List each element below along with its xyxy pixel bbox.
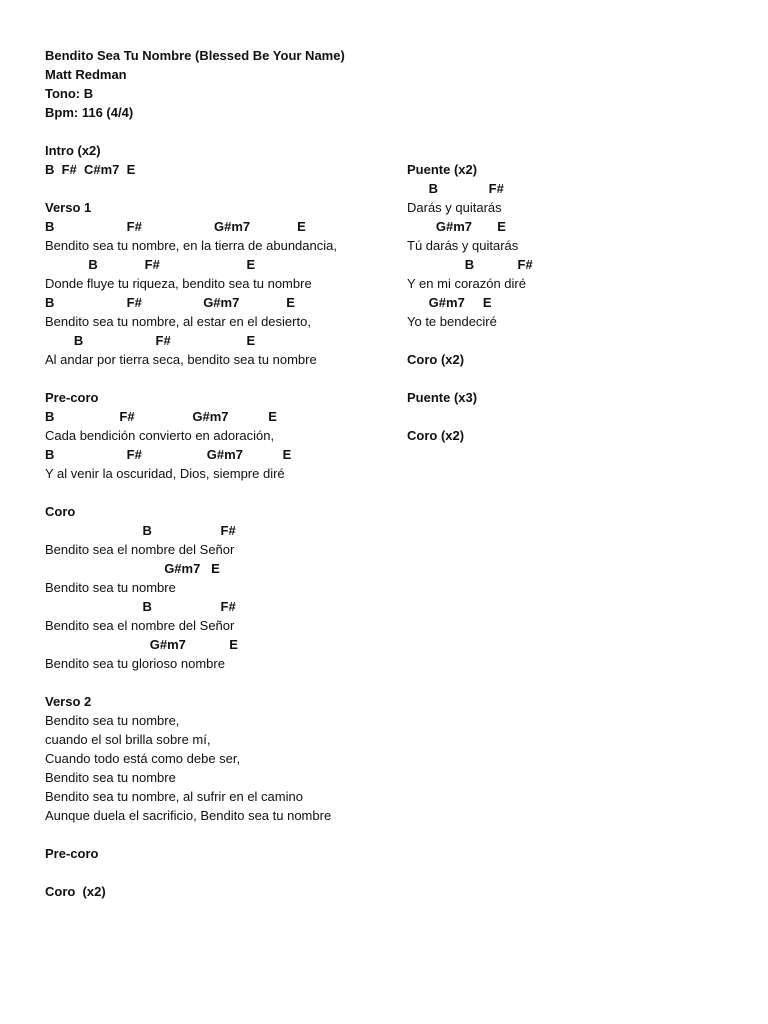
- lyric-line: Bendito sea el nombre del Señor: [45, 542, 235, 557]
- header-line: Tono: B: [45, 86, 94, 101]
- lyric-line: Aunque duela el sacrificio, Bendito sea tu nombre: [45, 808, 332, 823]
- blank-line: [407, 407, 747, 426]
- section-heading: Coro (x2): [407, 352, 465, 367]
- lyric-line: Bendito sea tu nombre, en la tierra de abundancia,: [45, 238, 337, 253]
- lyric-line: Bendito sea el nombre del Señor: [45, 618, 235, 633]
- section-heading: Puente (x3): [407, 390, 478, 405]
- lyric-line: Yo te bendeciré: [407, 314, 497, 329]
- chord-line: B F# G#m7 E: [45, 447, 292, 462]
- lyric-line: Donde fluye tu riqueza, bendito sea tu nombre: [45, 276, 312, 291]
- lyric-line: Bendito sea tu nombre,: [45, 713, 180, 728]
- chord-line: B F# G#m7 E: [45, 409, 277, 424]
- blank-line: [45, 825, 395, 844]
- lyric-line: Y en mi corazón diré: [407, 276, 526, 291]
- section-heading: Coro (x2): [407, 428, 465, 443]
- chord-line: B F# G#m7 E: [45, 295, 295, 310]
- lyric-line: Bendito sea tu nombre, al sufrir en el camino: [45, 789, 303, 804]
- chord-line: G#m7 E: [407, 295, 492, 310]
- chord-line: B F# C#m7 E: [45, 162, 136, 177]
- lyric-line: Darás y quitarás: [407, 200, 502, 215]
- lyric-line: Tú darás y quitarás: [407, 238, 519, 253]
- blank-line: [407, 331, 747, 350]
- chord-line: B F# E: [45, 333, 256, 348]
- lyric-line: Bendito sea tu nombre, al estar en el desierto,: [45, 314, 311, 329]
- chord-line: B F#: [45, 599, 236, 614]
- lyric-line: Cada bendición convierto en adoración,: [45, 428, 275, 443]
- section-heading: Coro: [45, 504, 76, 519]
- blank-line: [45, 369, 395, 388]
- section-heading: Verso 1: [45, 200, 92, 215]
- chord-line: B F#: [45, 523, 236, 538]
- chord-line: G#m7 E: [407, 219, 506, 234]
- chord-line: B F#: [407, 257, 533, 272]
- left-column: [45, 46, 395, 901]
- chord-line: B F#: [407, 181, 504, 196]
- header-line: Bpm: 116 (4/4): [45, 105, 134, 120]
- section-heading: Coro (x2): [45, 884, 106, 899]
- lyric-line: Al andar por tierra seca, bendito sea tu nombre: [45, 352, 317, 367]
- section-heading: Verso 2: [45, 694, 92, 709]
- lyric-line: Bendito sea tu nombre: [45, 580, 176, 595]
- lyric-line: cuando el sol brilla sobre mí,: [45, 732, 211, 747]
- blank-line: [45, 179, 395, 198]
- lyric-line: Bendito sea tu nombre: [45, 770, 176, 785]
- blank-line: [45, 122, 395, 141]
- right-column: [407, 160, 747, 445]
- chord-line: G#m7 E: [45, 561, 220, 576]
- blank-line: [45, 863, 395, 882]
- header-line: Matt Redman: [45, 67, 127, 82]
- section-heading: Puente (x2): [407, 162, 478, 177]
- section-heading: Pre-coro: [45, 846, 99, 861]
- lyric-line: Cuando todo está como debe ser,: [45, 751, 241, 766]
- chord-line: B F# E: [45, 257, 256, 272]
- section-heading: Intro (x2): [45, 143, 101, 158]
- chord-line: B F# G#m7 E: [45, 219, 306, 234]
- blank-line: [407, 369, 747, 388]
- blank-line: [45, 673, 395, 692]
- blank-line: [45, 483, 395, 502]
- header-line: Bendito Sea Tu Nombre (Blessed Be Your Name): [45, 48, 345, 63]
- section-heading: Pre-coro: [45, 390, 99, 405]
- lyric-line: Y al venir la oscuridad, Dios, siempre diré: [45, 466, 285, 481]
- lyric-line: Bendito sea tu glorioso nombre: [45, 656, 225, 671]
- chord-line: G#m7 E: [45, 637, 238, 652]
